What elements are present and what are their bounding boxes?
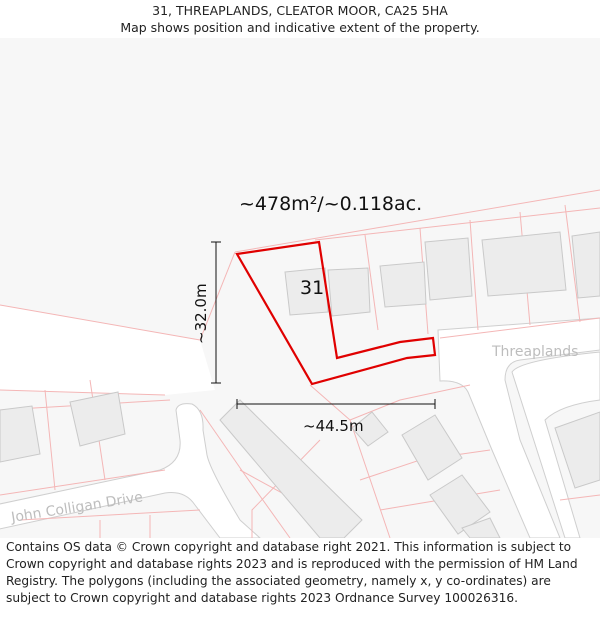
road-left-diagonal <box>0 305 215 395</box>
height-dimension <box>211 242 221 383</box>
height-label: ~32.0m <box>192 283 210 344</box>
map-canvas[interactable] <box>0 38 600 538</box>
map-header <box>0 0 600 38</box>
width-label: ~44.5m <box>303 417 364 435</box>
street-label-john-colligan-drive: John Colligan Drive <box>10 489 145 526</box>
street-label-threaplands: Threaplands <box>492 344 579 360</box>
map-subtitle: Map shows position and indicative extent of the property. <box>120 20 480 35</box>
property-map[interactable] <box>0 38 600 538</box>
property-address: 31, THREAPLANDS, CLEATOR MOOR, CA25 5HA <box>152 3 448 18</box>
plot-number: 31 <box>300 277 325 299</box>
area-label: ~478m²/~0.118ac. <box>239 193 423 215</box>
copyright-notice: Contains OS data © Crown copyright and database right 2021. This information is subject to Crown copyright and database rights 2023 and is reproduced with the permission of HM Land Registry. The polygons (including the associated geometry, namely x, y co-ordinates) are subject to Crown copyright and database rights 2023 Ordnance Survey 100026316. <box>6 540 578 605</box>
